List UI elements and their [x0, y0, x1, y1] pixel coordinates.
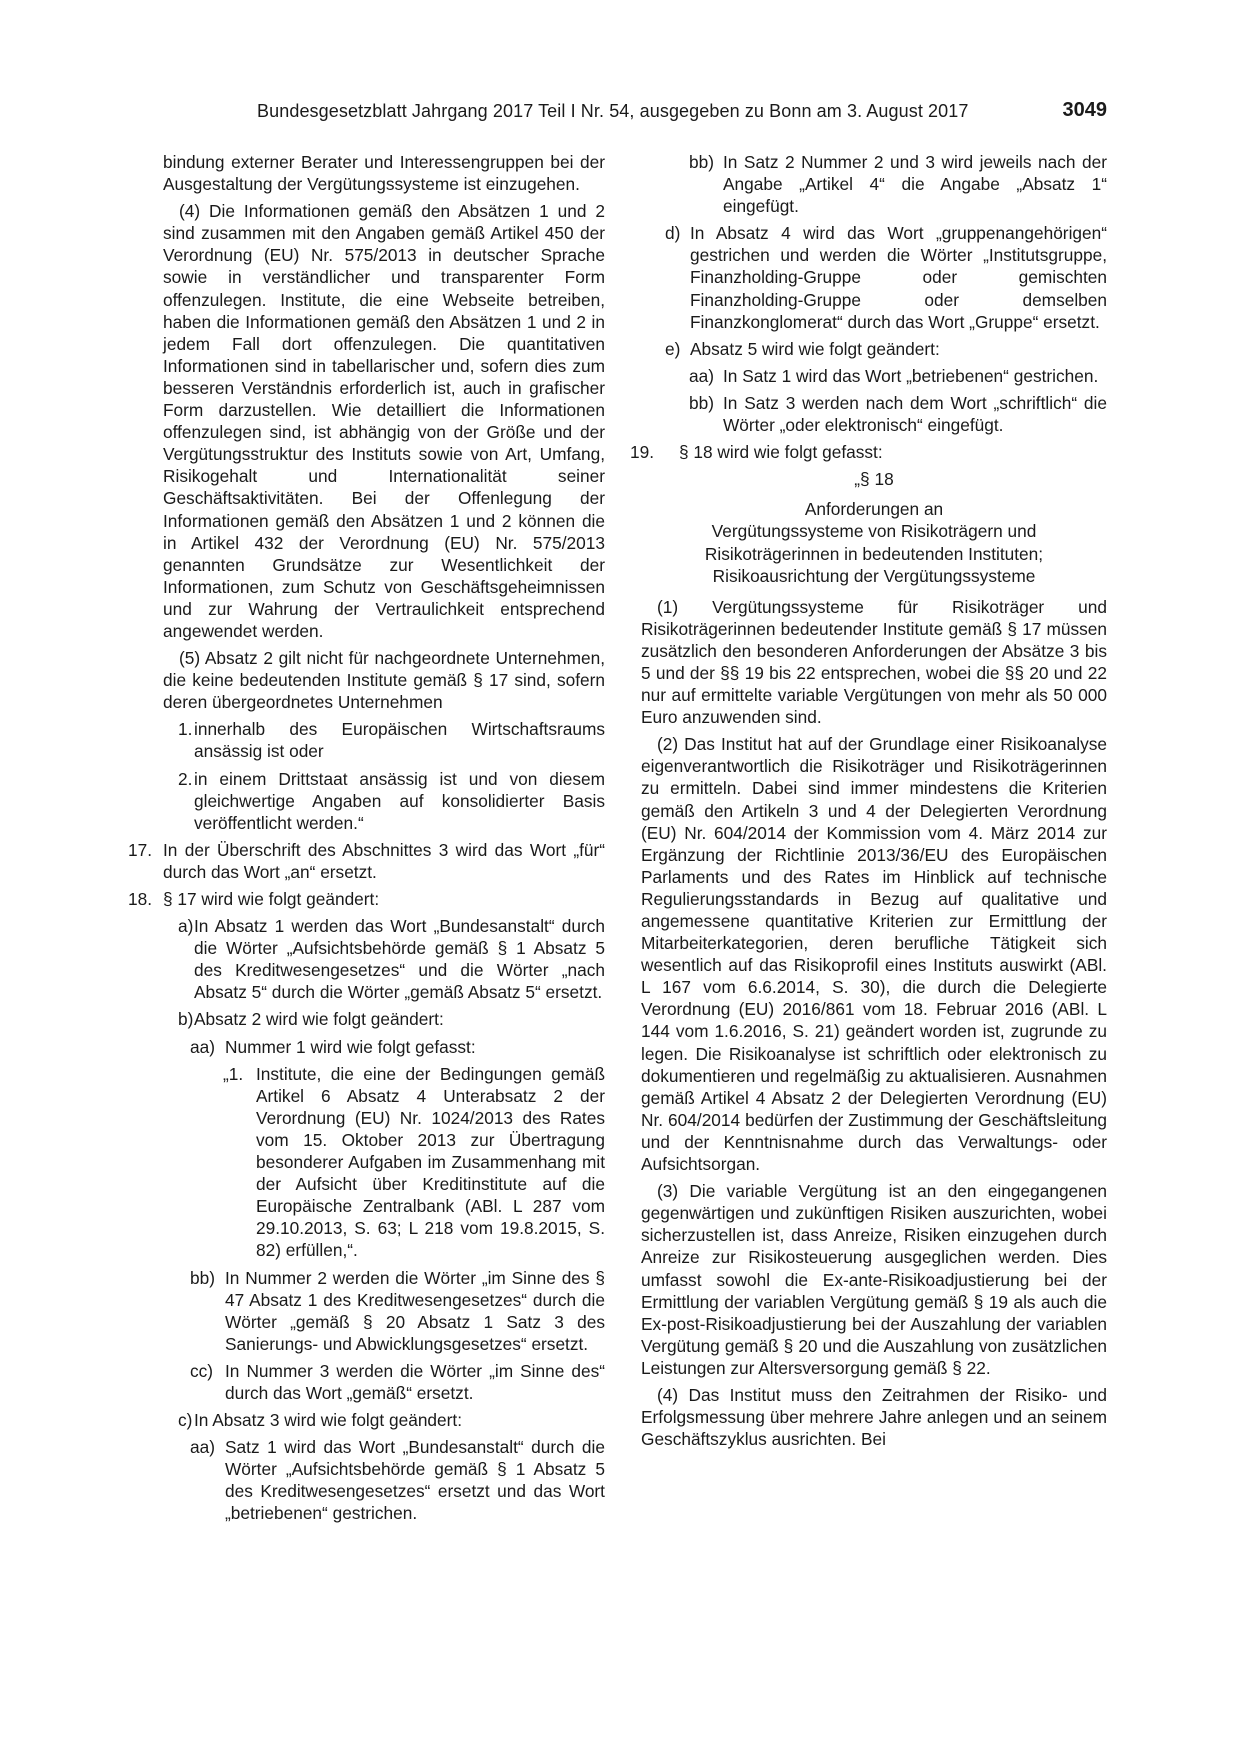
item-text: In Satz 3 werden nach dem Wort „schriftlich“ die Wörter „oder elektronisch“ eingefügt.	[723, 392, 1107, 436]
list-item-18-d	[641, 222, 1107, 332]
page-header	[257, 101, 1107, 125]
list-item-18-b-aa	[163, 1036, 605, 1058]
list-item-18-b-bb	[163, 1267, 605, 1355]
list-item-18-e-bb	[641, 392, 1107, 436]
list-item-18-c	[163, 1409, 605, 1431]
list-item-17	[128, 839, 605, 883]
item-marker: 17.	[128, 839, 153, 860]
list-item-18	[128, 888, 605, 910]
item-text: Institute, die eine der Bedingungen gemäß Artikel 6 Absatz 4 Unterabsatz 2 der Verordnung (EU) Nr. 1024/2013 des Rates vom 15. Oktober 2013 zur Übertragung besonderer Aufgaben im Zusammenhang mit der Aufsicht über Kreditinstitute auf die Europäische Zentralbank (ABl. L 287 vom 29.10.2013, S. 63; L 218 vom 19.8.2015, S. 82) erfüllen,“.	[256, 1063, 605, 1261]
item-marker: bb)	[689, 392, 714, 413]
item-marker: 1.	[178, 719, 193, 740]
item-text: In Nummer 3 werden die Wörter „im Sinne des“ durch das Wort „gemäß“ ersetzt.	[225, 1360, 605, 1403]
paragraph-5: (5) Absatz 2 gilt nicht für nachgeordnete Unternehmen, die keine bedeutenden Institute gemäß § 17 sind, sofern deren übergeordnetes Unternehmen	[163, 648, 605, 713]
item-text: § 18 wird wie folgt gefasst:	[679, 442, 883, 463]
item-text: in einem Drittstaat ansässig ist und von diesem gleichwertige Angaben auf konsolidierter Basis veröffentlicht werden.“	[194, 768, 605, 833]
paragraph-4: (4) Die Informationen gemäß den Absätzen 1 und 2 sind zusammen mit den Angaben gemäß Artikel 450 der Verordnung (EU) Nr. 575/2013 in deutscher Sprache sowie in verständlicher und transparenter Form offenzulegen. Institute, die eine Webseite betreiben, haben die Informationen gemäß den Absätzen 1 und 2 in jedem Fall dort offenzulegen. Die quantitativen Informationen sind in tabellarischer und, sofern dies zum besseren Verständnis erforderlich ist, auch in grafischer Form darzustellen. Wie detailliert die Informationen offenzulegen sind, ist abhängig von der Größe und der Vergütungsstruktur des Instituts sowie von Art, Umfang, Risikogehalt und Internationalität seiner Geschäftsaktivitäten. Bei der Offenlegung der Informationen gemäß den Absätzen 1 und 2 können die in Artikel 432 der Verordnung (EU) Nr. 575/2013 genannten Grundsätze zur Wesentlichkeit der Informationen, zum Schutz von Geschäftsgeheimnissen und zur Wahrung der Vertraulichkeit entsprechend angewendet werden.	[163, 201, 605, 641]
item-marker: 19.	[630, 442, 655, 463]
item-marker: d)	[665, 223, 681, 244]
section-paragraph-3: (3) Die variable Vergütung ist an den eingegangenen gegenwärtigen und zukünftigen Risiken auszurichten, wobei sicherzustellen ist, dass Anreize, Risiken einzugehen durch Anreize zur Risikosteuerung ausgeglichen werden. Dies umfasst sowohl die Ex-ante-Risikoadjustierung bei der Ermittlung der variablen Vergütung gemäß § 19 als auch die Ex-post-Risikoadjustierung bei der Auszahlung der variablen Vergütung gemäß § 20 und die Auszahlung von zusätzlichen Leistungen zur Altersversorgung gemäß § 22.	[641, 1181, 1107, 1378]
item-marker: e)	[665, 338, 681, 359]
item-text: In Absatz 4 wird das Wort „gruppenangehörigen“ gestrichen und werden die Wörter „Institutsgruppe, Finanzholding-Gruppe oder gemischten Finanzholding-Gruppe oder demselben Finanzkonglomerat“ durch das Wort „Gruppe“ ersetzt.	[690, 223, 1107, 332]
item-marker: aa)	[190, 1437, 215, 1458]
item-marker: bb)	[190, 1267, 215, 1288]
item-text: Absatz 5 wird wie folgt geändert:	[690, 338, 940, 359]
item-text: Nummer 1 wird wie folgt gefasst:	[225, 1036, 476, 1057]
list-item-18-b	[163, 1008, 605, 1030]
item-text: § 17 wird wie folgt geändert:	[163, 889, 380, 909]
item-marker: a)	[178, 916, 194, 937]
item-marker: aa)	[190, 1036, 215, 1057]
page-number: 3049	[1062, 99, 1107, 121]
item-text: In Nummer 2 werden die Wörter „im Sinne des § 47 Absatz 1 des Kreditwesengesetzes“ durch die Wörter „gemäß § 20 Absatz 1 Satz 3 des Sanierungs- und Abwicklungsgesetzes“ ersetzt.	[225, 1267, 605, 1354]
item-text: In Absatz 3 wird wie folgt geändert:	[194, 1410, 463, 1431]
section-title-line-4: Risikoausrichtung der Vergütungssysteme	[712, 565, 1036, 586]
list-item-18-a	[163, 915, 605, 1003]
section-number: „§ 18	[854, 469, 894, 490]
section-paragraph-1: (1) Vergütungssysteme für Risikoträger und Risikoträgerinnen bedeutender Institute gemäß § 17 müssen zusätzlich den besonderen Anforderungen der Absätze 3 bis 5 und der §§ 19 bis 22 entsprechen, wobei die §§ 20 und 22 nur auf ermittelte variable Vergütungen von mehr als 50 000 Euro anzuwenden sind.	[641, 596, 1107, 728]
left-column	[128, 151, 605, 1530]
publication-line: Bundesgesetzblatt Jahrgang 2017 Teil I Nr. 54, ausgegeben zu Bonn am 3. August 2017	[257, 101, 969, 121]
list-item-5-2	[163, 768, 605, 834]
item-text: In Satz 1 wird das Wort „betriebenen“ gestrichen.	[723, 365, 1099, 386]
item-marker: c)	[178, 1410, 193, 1431]
section-title-line-2: Vergütungssysteme von Risikoträgern und	[711, 521, 1037, 542]
list-item-18-e	[641, 338, 1107, 360]
item-marker: cc)	[190, 1360, 214, 1381]
item-text: innerhalb des Europäischen Wirtschaftsraums ansässig ist oder	[194, 719, 605, 762]
item-marker: „1.	[223, 1063, 244, 1084]
list-item-5-1	[163, 718, 605, 762]
list-item-18-b-aa-quote	[163, 1063, 605, 1262]
item-text: In Absatz 1 werden das Wort „Bundesanstalt“ durch die Wörter „Aufsichtsbehörde gemäß § 1 Absatz 5 des Kreditwesengesetzes“ und die Wörter „nach Absatz 5“ durch die Wörter „gemäß Absatz 5“ ersetzt.	[194, 916, 605, 1003]
item-text: Satz 1 wird das Wort „Bundesanstalt“ durch die Wörter „Aufsichtsbehörde gemäß § 1 Absatz 5 des Kreditwesengesetzes“ ersetzt und das Wort „betriebenen“ gestrichen.	[225, 1437, 605, 1524]
list-item-18-e-aa	[641, 365, 1107, 387]
item-text: In Satz 2 Nummer 2 und 3 wird jeweils nach der Angabe „Artikel 4“ die Angabe „Absatz 1“ eingefügt.	[723, 152, 1107, 217]
item-marker: aa)	[689, 365, 714, 386]
list-item-18-b-cc	[163, 1360, 605, 1404]
section-paragraph-2: (2) Das Institut hat auf der Grundlage einer Risikoanalyse eigenverantwortlich die Risikoträger und Risikoträgerinnen zu ermitteln. Dabei sind immer mindestens die Kriterien gemäß den Artikeln 3 und 4 der Delegierten Verordnung (EU) Nr. 604/2014 der Kommission vom 4. März 2014 zur Ergänzung der Richtlinie 2013/36/EU des Europäischen Parlaments und des Rates im Hinblick auf technische Regulierungsstandards in Bezug auf qualitative und angemessene quantitative Kriterien zur Ermittlung der Mitarbeiterkategorien, deren berufliche Tätigkeit sich wesentlich auf das Risikoprofil eines Instituts auswirkt (ABl. L 167 vom 6.6.2014, S. 30), die durch die Delegierte Verordnung (EU) 2016/861 vom 18. Februar 2016 (ABl. L 144 vom 1.6.2016, S. 21) geändert worden ist, zugrunde zu legen. Die Risikoanalyse ist schriftlich oder elektronisch zu dokumentieren und regelmäßig zu aktualisieren. Ausnahmen gemäß Artikel 4 Absatz 2 der Delegierten Verordnung (EU) Nr. 604/2014 bedürfen der Zustimmung der Geschäftsleitung und der Kenntnisnahme durch das Verwaltungs- oder Aufsichtsorgan.	[641, 734, 1107, 1175]
list-item-18-c-aa	[163, 1436, 605, 1524]
right-column	[630, 151, 1107, 1455]
list-item-19	[630, 441, 1107, 463]
item-text: In der Überschrift des Abschnittes 3 wird das Wort „für“ durch das Wort „an“ ersetzt.	[163, 839, 605, 882]
section-paragraph-4: (4) Das Institut muss den Zeitrahmen der Risiko- und Erfolgsmessung über mehrere Jahre anlegen und an seinem Geschäftszyklus ausrichten. Bei	[641, 1384, 1107, 1450]
item-marker: bb)	[689, 152, 714, 172]
item-marker: 2.	[178, 768, 193, 789]
section-title-line-3: Risikoträgerinnen in bedeutenden Instituten;	[704, 543, 1044, 564]
item-marker: b)	[178, 1009, 194, 1030]
section-title-line-1: Anforderungen an	[804, 499, 944, 520]
list-item-18-c-bb	[641, 151, 1107, 217]
paragraph-continuation: bindung externer Berater und Interessengruppen bei der Ausgestaltung der Vergütungssysteme ist einzugehen.	[163, 152, 605, 195]
item-text: Absatz 2 wird wie folgt geändert:	[194, 1009, 444, 1030]
item-marker: 18.	[128, 889, 153, 909]
